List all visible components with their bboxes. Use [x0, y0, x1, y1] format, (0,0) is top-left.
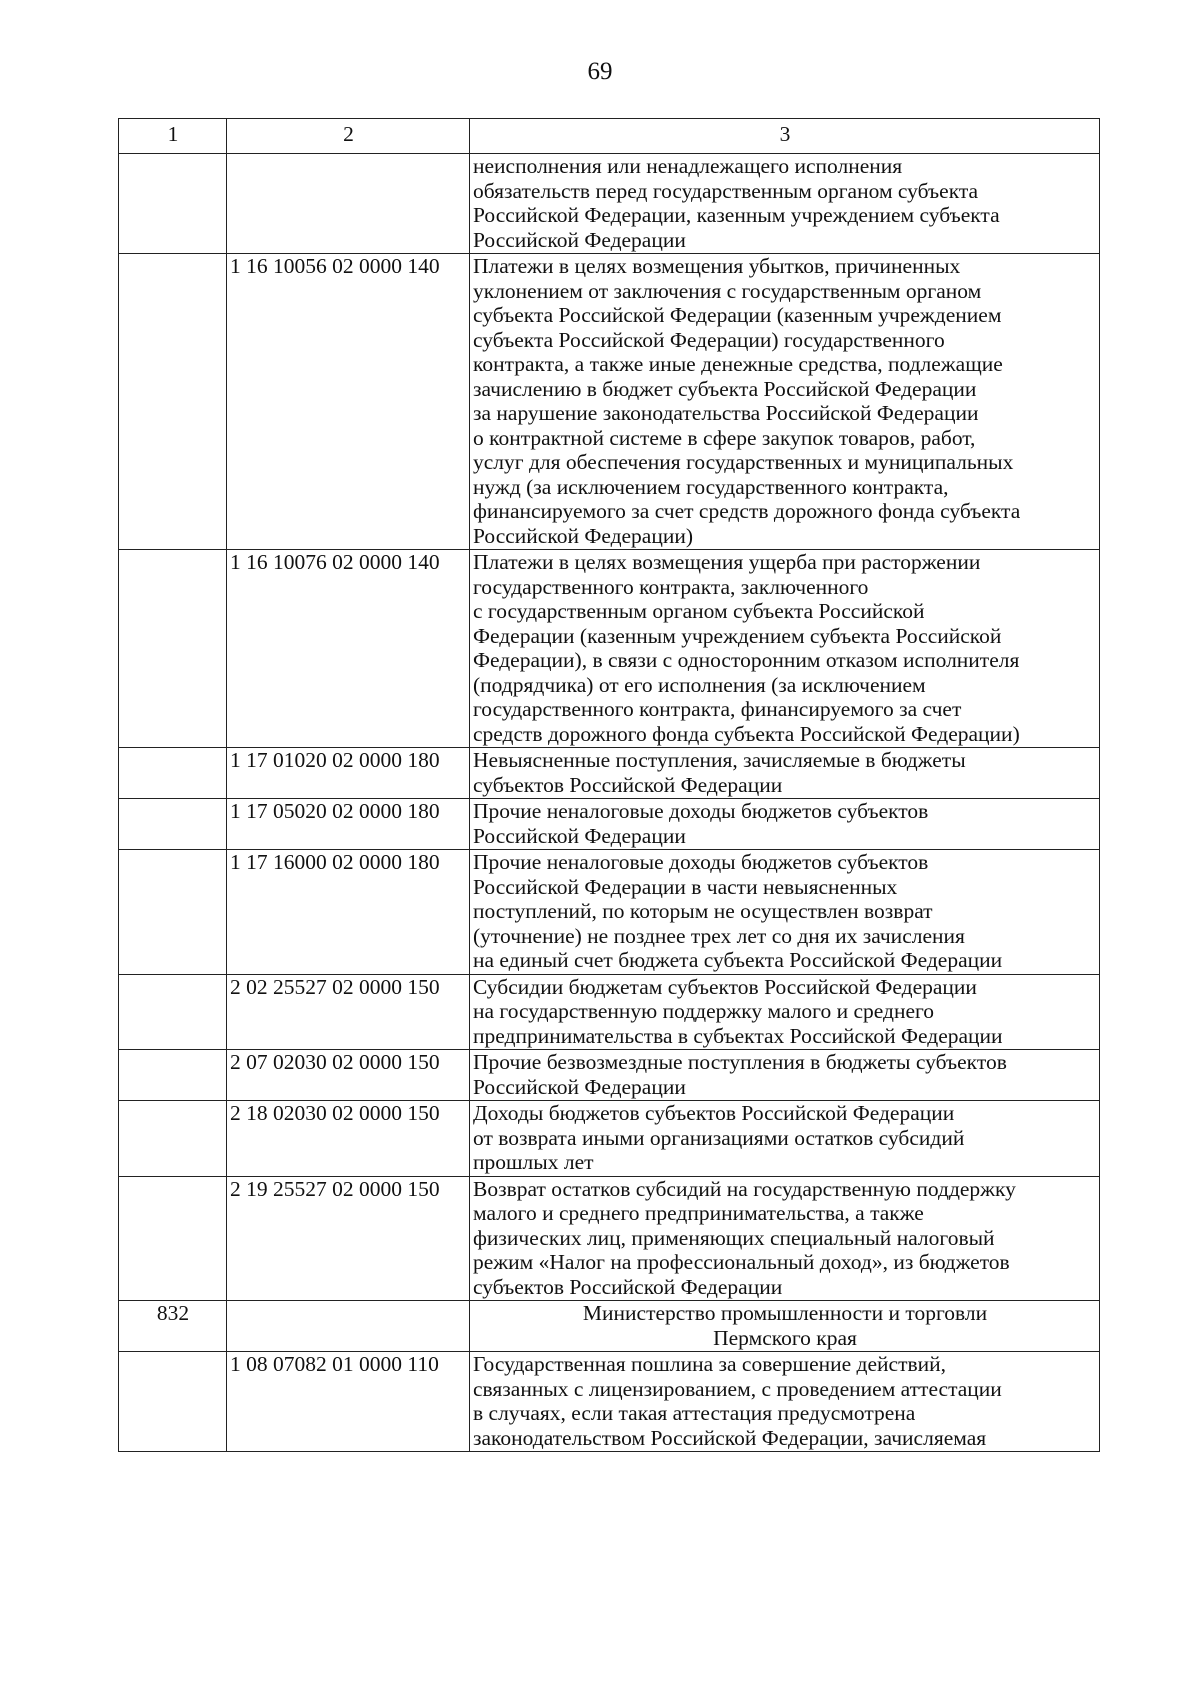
header-col-3: 3	[470, 119, 1100, 154]
table-row	[119, 799, 1100, 850]
description-cell: Государственная пошлина за совершение действий, связанных с лицензированием, с проведением аттестации в случаях, если такая аттестация предусмотрена законодательством Российской Федерации, зачисляемая	[470, 1352, 1100, 1452]
organization-name-cell: Министерство промышленности и торговли Пермского края	[470, 1301, 1100, 1352]
table-header-row	[119, 119, 1100, 154]
admin-code-cell	[119, 1352, 227, 1452]
description-cell: Возврат остатков субсидий на государственную поддержку малого и среднего предпринимательства, а также физических лиц, применяющих специальный налоговый режим «Налог на профессиональный доход», из бюджетов субъектов Российской Федерации	[470, 1176, 1100, 1301]
admin-code-cell: 832	[119, 1301, 227, 1352]
organization-row	[119, 1301, 1100, 1352]
admin-code-cell	[119, 154, 227, 254]
revenue-code-cell: 1 17 05020 02 0000 180	[227, 799, 470, 850]
revenue-code-cell	[227, 154, 470, 254]
revenue-codes-table	[118, 118, 1100, 1452]
admin-code-cell	[119, 974, 227, 1050]
admin-code-cell	[119, 254, 227, 550]
description-cell: Прочие безвозмездные поступления в бюджеты субъектов Российской Федерации	[470, 1050, 1100, 1101]
revenue-code-cell: 1 17 16000 02 0000 180	[227, 850, 470, 975]
revenue-code-cell: 1 08 07082 01 0000 110	[227, 1352, 470, 1452]
description-cell: Платежи в целях возмещения ущерба при расторжении государственного контракта, заключенного с государственным органом субъекта Российской Федерации (казенным учреждением субъекта Российской Федерации), в связи с односторонним отказом исполнителя (подрядчика) от его исполнения (за исключением государственного контракта, финансируемого за счет средств дорожного фонда субъекта Российской Федерации)	[470, 550, 1100, 748]
table-row	[119, 1176, 1100, 1301]
header-col-2: 2	[227, 119, 470, 154]
revenue-code-cell: 2 07 02030 02 0000 150	[227, 1050, 470, 1101]
revenue-code-cell: 2 18 02030 02 0000 150	[227, 1101, 470, 1177]
admin-code-cell	[119, 799, 227, 850]
table-row	[119, 1101, 1100, 1177]
header-col-1: 1	[119, 119, 227, 154]
revenue-code-cell: 1 17 01020 02 0000 180	[227, 748, 470, 799]
description-cell: неисполнения или ненадлежащего исполнения обязательств перед государственным органом субъекта Российской Федерации, казенным учреждением субъекта Российской Федерации	[470, 154, 1100, 254]
admin-code-cell	[119, 1101, 227, 1177]
revenue-code-cell	[227, 1301, 470, 1352]
table-row	[119, 850, 1100, 975]
table-row	[119, 974, 1100, 1050]
table-row	[119, 1352, 1100, 1452]
description-cell: Платежи в целях возмещения убытков, причиненных уклонением от заключения с государственным органом субъекта Российской Федерации (казенным учреждением субъекта Российской Федерации) государственного контракта, а также иные денежные средства, подлежащие зачислению в бюджет субъекта Российской Федерации за нарушение законодательства Российской Федерации о контрактной системе в сфере закупок товаров, работ, услуг для обеспечения государственных и муниципальных нужд (за исключением государственного контракта, финансируемого за счет средств дорожного фонда субъекта Российской Федерации)	[470, 254, 1100, 550]
description-cell: Субсидии бюджетам субъектов Российской Федерации на государственную поддержку малого и среднего предпринимательства в субъектах Российской Федерации	[470, 974, 1100, 1050]
description-cell: Прочие неналоговые доходы бюджетов субъектов Российской Федерации	[470, 799, 1100, 850]
revenue-code-cell: 1 16 10056 02 0000 140	[227, 254, 470, 550]
description-cell: Прочие неналоговые доходы бюджетов субъектов Российской Федерации в части невыясненных поступлений, по которым не осуществлен возврат (уточнение) не позднее трех лет со дня их зачисления на единый счет бюджета субъекта Российской Федерации	[470, 850, 1100, 975]
admin-code-cell	[119, 1050, 227, 1101]
revenue-code-cell: 2 02 25527 02 0000 150	[227, 974, 470, 1050]
table-row	[119, 550, 1100, 748]
description-cell: Невыясненные поступления, зачисляемые в бюджеты субъектов Российской Федерации	[470, 748, 1100, 799]
description-cell: Доходы бюджетов субъектов Российской Федерации от возврата иными организациями остатков субсидий прошлых лет	[470, 1101, 1100, 1177]
table-row	[119, 748, 1100, 799]
table-row	[119, 154, 1100, 254]
page-number: 69	[587, 58, 613, 85]
admin-code-cell	[119, 1176, 227, 1301]
admin-code-cell	[119, 748, 227, 799]
admin-code-cell	[119, 550, 227, 748]
table-row	[119, 1050, 1100, 1101]
revenue-code-cell: 2 19 25527 02 0000 150	[227, 1176, 470, 1301]
revenue-code-cell: 1 16 10076 02 0000 140	[227, 550, 470, 748]
admin-code-cell	[119, 850, 227, 975]
table-row	[119, 254, 1100, 550]
